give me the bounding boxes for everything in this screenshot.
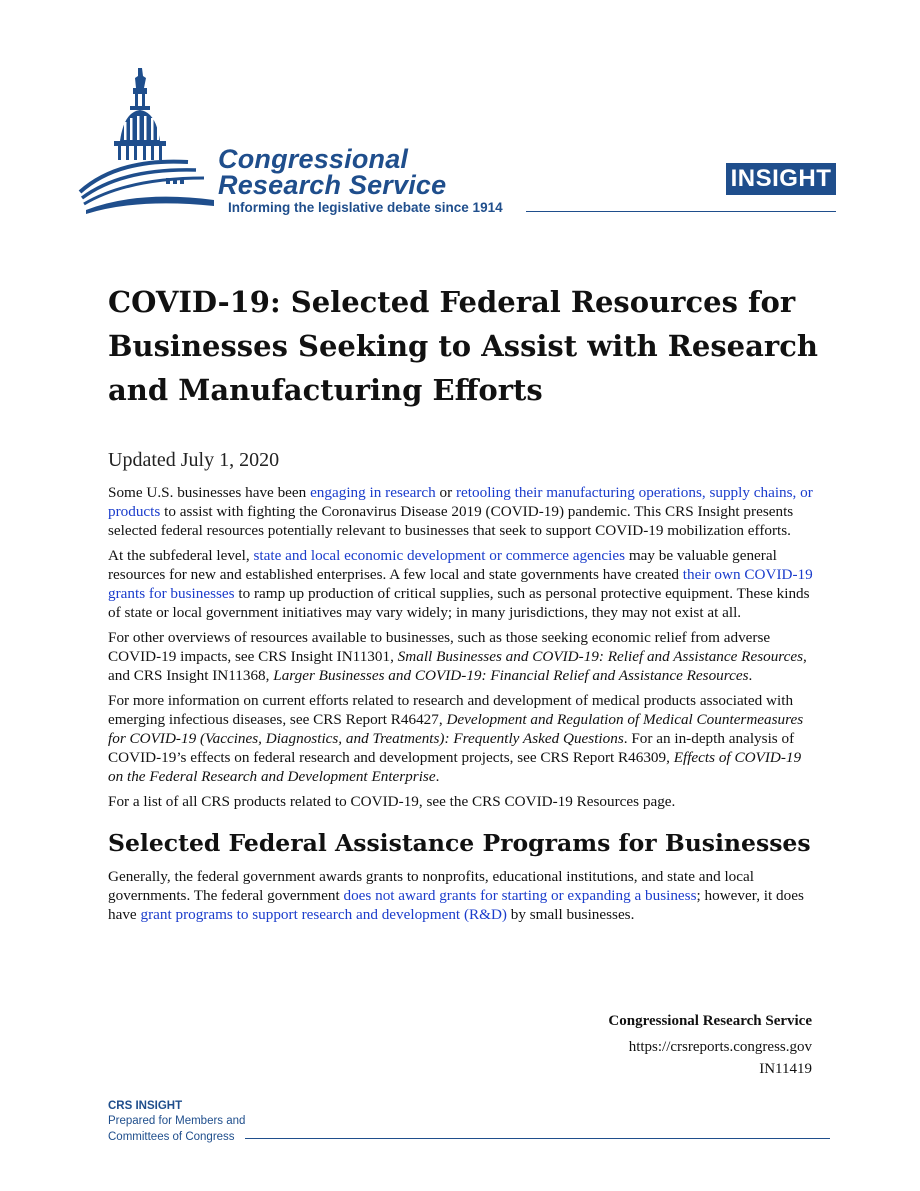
section-heading: Selected Federal Assistance Programs for Businesses xyxy=(108,829,811,857)
tagline-divider xyxy=(526,211,836,212)
link-state-local-agencies[interactable]: state and local economic development or commerce agencies xyxy=(253,547,626,564)
paragraph-crs-products: For a list of all CRS products related to COVID-19, see the CRS COVID-19 Resources page. xyxy=(108,793,676,810)
link-no-business-grants[interactable]: does not award grants for starting or expanding a business xyxy=(343,887,697,904)
updated-date: Updated July 1, 2020 xyxy=(108,449,280,471)
link-rd-grant-programs[interactable]: grant programs to support research and development (R&D) xyxy=(140,906,507,923)
crs-name: Congressional Research Service xyxy=(608,1013,812,1029)
paragraph-research-info: For more information on current efforts related to research and development of medical products associated with emerging infectious diseases, see CRS Report R46427, Development and Regulation of Medical Countermeasures for COVID-19 (Vaccines, Diagnostics, and Treatments): Frequently Asked Questions. For an in-depth analysis of COVID-19’s effects on federal research and development projects, see CRS Report R46309, Effects of COVID-19 on the Federal Research and Development Enterprise. xyxy=(108,692,804,785)
document-id: IN11419 xyxy=(759,1061,812,1077)
link-engaging-in-research[interactable]: engaging in research xyxy=(310,484,436,501)
footer-label-insight: CRS INSIGHT xyxy=(108,1100,183,1112)
capitol-dome-icon xyxy=(78,66,218,216)
page-title: COVID-19: Selected Federal Resources for Businesses Seeking to Assist with Research and Manufacturing Efforts xyxy=(108,285,818,407)
paragraph-intro: Some U.S. businesses have been engaging in research or retooling their manufacturing operations, supply chains, or products to assist with fighting the Coronavirus Disease 2019 (COVID-19) pandemic. This CRS Insight presents selected federal resources potentially relevant to businesses that seek to support COVID-19 mobilization efforts. xyxy=(108,484,813,539)
document-body xyxy=(108,483,814,930)
org-name-line2: Research Service xyxy=(218,170,447,200)
link-covid-grants[interactable]: their own COVID-19 grants for businesses xyxy=(108,566,813,602)
paragraph-federal-grants: Generally, the federal government awards grants to nonprofits, educational institutions, and state and local governments. The federal government does not award grants for starting or expanding a business; however, it does have grant programs to support research and development (R&D) by small businesses. xyxy=(108,868,804,923)
footer-divider xyxy=(245,1138,830,1139)
link-retooling-manufacturing[interactable]: retooling their manufacturing operations, supply chains, or products xyxy=(108,484,813,520)
footer-label-prepared: Prepared for Members and xyxy=(108,1115,246,1127)
org-name-line1: Congressional xyxy=(218,144,409,174)
crs-url: https://crsreports.congress.gov xyxy=(628,1039,812,1055)
insight-badge: INSIGHT xyxy=(726,163,836,195)
tagline: Informing the legislative debate since 1914 xyxy=(228,200,503,215)
footer-label-committees: Committees of Congress xyxy=(108,1131,235,1143)
paragraph-subfederal: At the subfederal level, state and local economic development or commerce agencies may be valuable general resources for new and established enterprises. A few local and state governments have created their own COVID-19 grants for businesses to ramp up production of critical supplies, such as personal protective equipment. These kinds of state or local government initiatives may vary widely; in many jurisdictions, they may not exist at all. xyxy=(108,547,813,621)
paragraph-overviews: For other overviews of resources available to businesses, such as those seeking economic relief from adverse COVID-19 impacts, see CRS Insight IN11301, Small Businesses and COVID-19: Relief and Assistance Resources, and CRS Insight IN11368, Larger Businesses and COVID-19: Financial Relief and Assistance Resources. xyxy=(108,629,807,684)
